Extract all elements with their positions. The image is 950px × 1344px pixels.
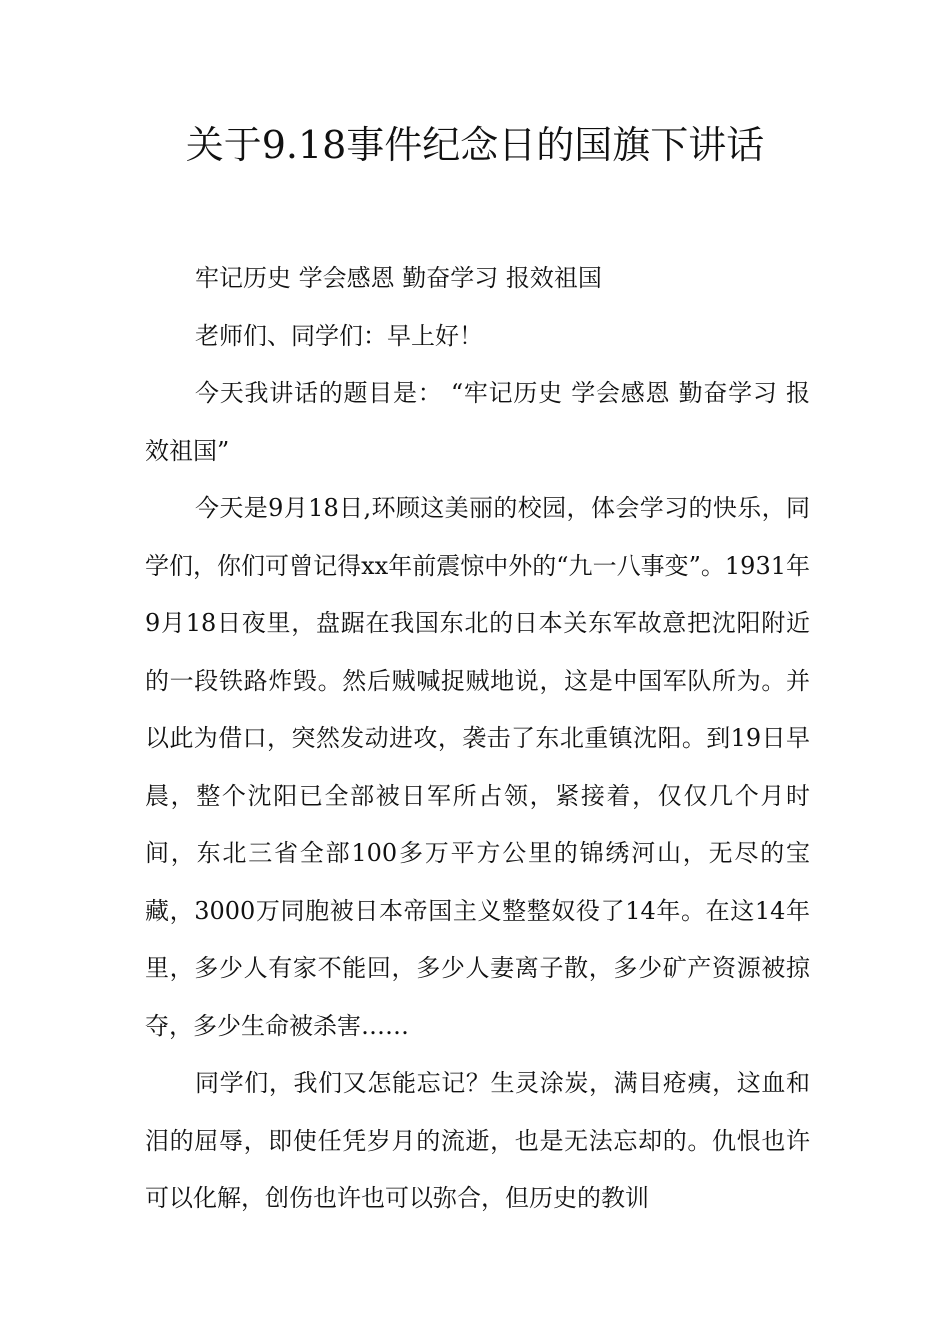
document-body	[145, 250, 810, 1228]
document-title: 关于9.18事件纪念日的国旗下讲话	[185, 123, 765, 167]
paragraph-subtitle: 牢记历史 学会感恩 勤奋学习 报效祖国	[195, 264, 602, 292]
paragraph-remember: 同学们，我们又怎能忘记？生灵涂炭，满目疮痍，这血和泪的屈辱，即使任凭岁月的流逝，也是无法忘却的。仇恨也许可以化解，创伤也许也可以弥合，但历史的教训	[145, 1069, 810, 1212]
paragraph-greeting: 老师们、同学们：早上好！	[195, 321, 483, 350]
paragraph-topic: 今天我讲话的题目是： “牢记历史 学会感恩 勤奋学习 报效祖国”	[145, 379, 810, 465]
paragraph-history: 今天是9月18日,环顾这美丽的校园，体会学习的快乐，同学们，你们可曾记得xx年前震惊中外的“九一八事变”。1931年9月18日夜里，盘踞在我国东北的日本关东军故意把沈阳附近的一段铁路炸毁。然后贼喊捉贼地说，这是中国军队所为。并以此为借口，突然发动进攻，袭击了东北重镇沈阳。到19日早晨，整个沈阳已全部被日军所占领，紧接着，仅仅几个月时间，东北三省全部100多万平方公里的锦绣河山，无尽的宝藏，3000万同胞被日本帝国主义整整奴役了14年。在这14年里，多少人有家不能回，多少人妻离子散，多少矿产资源被掠夺，多少生命被杀害……	[145, 494, 810, 1040]
